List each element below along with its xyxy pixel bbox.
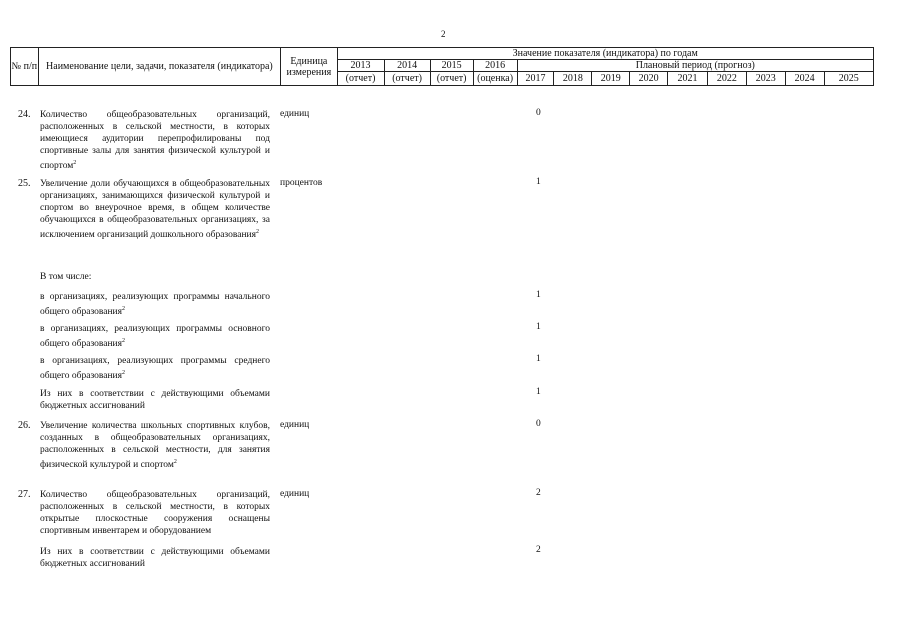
row-unit: единиц	[280, 489, 310, 499]
header-plan-year: 2023	[746, 72, 785, 86]
row-text	[40, 388, 270, 412]
row-text	[40, 355, 270, 382]
row-text	[40, 546, 270, 570]
footnote-mark: 2	[173, 459, 177, 465]
header-plan-year: 2022	[707, 72, 746, 86]
row-unit: единиц	[280, 109, 310, 119]
row-value: 1	[536, 387, 541, 397]
footnote-mark: 2	[122, 370, 126, 376]
header-year: 2016	[473, 60, 517, 72]
header-name: Наименование цели, задачи, показателя (индикатора)	[38, 48, 281, 86]
row-number: 27.	[18, 489, 31, 500]
row-text	[40, 271, 270, 283]
row-text-content: Увеличение доли обучающихся в общеобразовательных организациях, занимающихся физической культурой и спортом во внеурочное время, в общем количестве обучающихся в общеобразовательных организациях, за исключением организаций дошкольного образования	[40, 179, 270, 241]
row-text-content: Количество общеобразовательных организаций, расположенных в сельской местности, в которых имеющиеся аудитории перепрофилированы под спортивные залы для занятия физической культурой и спортом	[40, 110, 270, 172]
header-values-title: Значение показателя (индикатора) по годам	[337, 48, 874, 60]
row-text	[40, 178, 270, 241]
row-value: 1	[536, 290, 541, 300]
header-unit: Единица измерения	[281, 48, 337, 86]
row-value: 1	[536, 177, 541, 187]
header-plan-year: 2021	[668, 72, 708, 86]
row-number: 26.	[18, 420, 31, 431]
row-value: 2	[536, 488, 541, 498]
row-text	[40, 109, 270, 172]
row-text	[40, 323, 270, 350]
row-text-content: Увеличение количества школьных спортивных клубов, созданных в общеобразовательных организациях, расположенных в сельской местности, для занятия физической культурой и спортом	[40, 421, 270, 471]
header-year: 2014	[384, 60, 430, 72]
row-unit: процентов	[280, 178, 323, 188]
row-value: 0	[536, 419, 541, 429]
row-text	[40, 291, 270, 318]
header-plan-year: 2024	[785, 72, 824, 86]
page-number: 2	[441, 29, 446, 39]
header-plan-year: 2020	[630, 72, 668, 86]
row-value: 2	[536, 545, 541, 555]
row-text	[40, 420, 270, 471]
row-text-content: Количество общеобразовательных организаций, расположенных в сельской местности, в которых открытые плоскостные сооружения оснащены спортивным инвентарем и оборудованием	[40, 490, 270, 536]
header-plan-year: 2019	[592, 72, 630, 86]
header-year-note: (оценка)	[473, 72, 517, 86]
header-num: № п/п	[11, 48, 39, 86]
header-plan-title: Плановый период (прогноз)	[517, 60, 873, 72]
row-text-content: В том числе:	[40, 272, 92, 282]
row-value: 1	[536, 354, 541, 364]
footnote-mark: 2	[73, 160, 77, 166]
row-text-content: в организациях, реализующих программы среднего общего образования	[40, 356, 270, 382]
row-number: 24.	[18, 109, 31, 120]
footnote-mark: 2	[122, 306, 126, 312]
header-year-note: (отчет)	[430, 72, 473, 86]
row-value: 1	[536, 322, 541, 332]
row-number: 25.	[18, 178, 31, 189]
row-text-content: в организациях, реализующих программы начального общего образования	[40, 292, 270, 318]
row-value: 0	[536, 108, 541, 118]
footnote-mark: 2	[256, 229, 259, 235]
row-unit: единиц	[280, 420, 310, 430]
row-text-content: в организациях, реализующих программы основного общего образования	[40, 324, 270, 350]
header-year-note: (отчет)	[337, 72, 384, 86]
header-year: 2015	[430, 60, 473, 72]
header-year-note: (отчет)	[384, 72, 430, 86]
row-text-content: Из них в соответствии с действующими объемами бюджетных ассигнований	[40, 547, 270, 569]
row-text	[40, 489, 270, 537]
row-text-content: Из них в соответствии с действующими объемами бюджетных ассигнований	[40, 389, 270, 411]
header-plan-year: 2025	[824, 72, 873, 86]
header-year: 2013	[337, 60, 384, 72]
header-plan-year: 2018	[554, 72, 592, 86]
footnote-mark: 2	[122, 338, 126, 344]
header-plan-year: 2017	[517, 72, 554, 86]
